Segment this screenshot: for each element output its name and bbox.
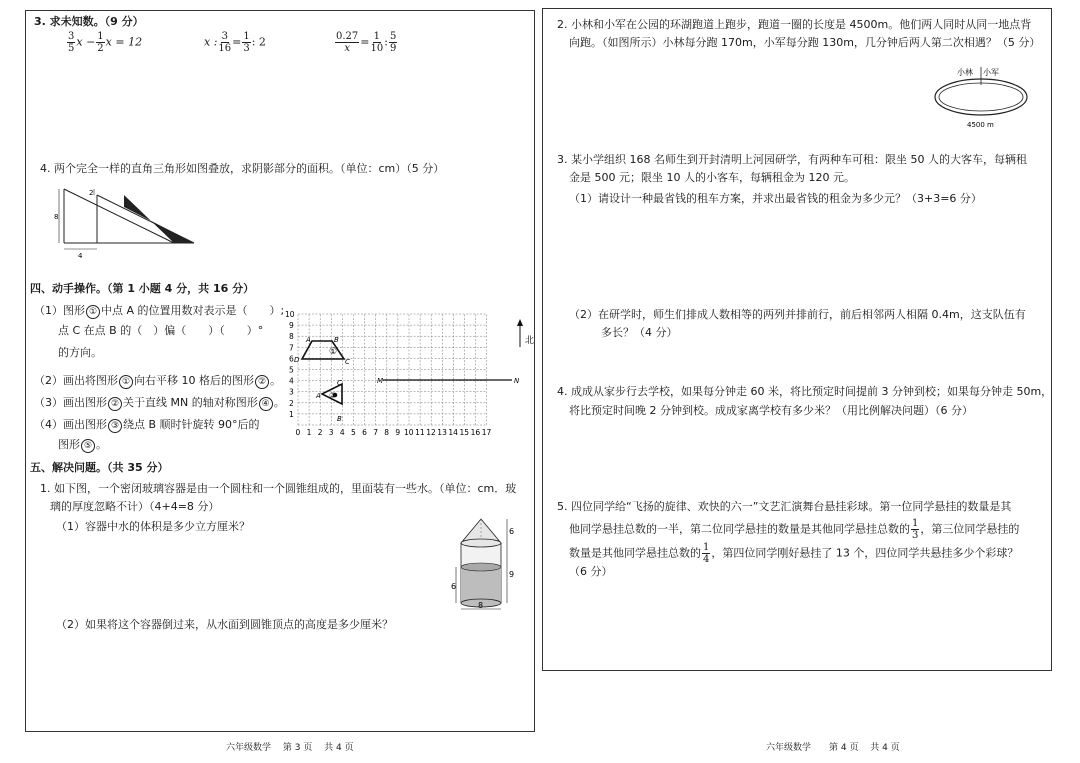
y-tick-label: 2 [289, 398, 294, 408]
y-tick-label: 1 [289, 409, 294, 419]
x-tick-label: 14 [448, 428, 458, 437]
shape-3-label: ③ [329, 391, 337, 400]
r-q5-line4: （6 分） [569, 565, 613, 578]
r-q4-line1: 4. 成成从家步行去学校，如果每分钟走 60 米，将比预定时间提前 3 分钟到校；如果每分钟走 50m， [557, 385, 1053, 398]
r-q3-sub2-line2: 多长？（4 分） [601, 326, 678, 339]
problem-1-line2: 璃的厚度忽略不计）（4+4=8 分） [50, 500, 220, 513]
point-d: D [294, 356, 300, 364]
x-tick-label: 12 [426, 428, 436, 437]
right-exam-page [542, 8, 1052, 671]
point-c2: C [337, 379, 342, 387]
op1-line2: 点 C 在点 B 的（ ）偏（ ）（ ）° [58, 324, 264, 337]
x-tick-label: 16 [470, 428, 481, 437]
x-tick-label: 8 [384, 428, 390, 437]
point-m: M [377, 377, 384, 385]
cone-height-label: 6 [509, 527, 515, 536]
problem-1-line1: 1. 如下图，一个密闭玻璃容器是由一个圆柱和一个圆锥组成的，里面装有一些水。（单位：cm．玻 [40, 482, 517, 495]
x-tick-label: 2 [317, 428, 323, 437]
right-footer: 六年级数学 第 4 页 共 4 页 [766, 743, 900, 753]
point-n: N [514, 377, 520, 385]
north-label: 北 [525, 336, 535, 346]
track-length: 4500 m [967, 121, 994, 129]
section-4-title: 四、动手操作。（第 1 小题 4 分，共 16 分） [30, 282, 255, 295]
x-tick-label: 3 [328, 428, 334, 437]
y-tick-label: 3 [289, 387, 294, 397]
overlapping-triangles-figure [54, 187, 199, 259]
op2-line: （2）画出将图形 ① 向右平移 10 格后的图形 ② 。 [34, 374, 281, 387]
r-q3-sub2-line1: （2）在研学时，师生们排成人数相等的两列并排前行，前后相邻两人相隔 0.4m，这支队伍有 [569, 308, 1026, 321]
x-tick-label: 7 [373, 428, 378, 437]
y-tick-label: 6 [289, 354, 294, 364]
r-q5-line1: 5. 四位同学给“飞扬的旋律、欢快的六一”文艺汇演舞台悬挂彩球。第一位同学悬挂的数量是其 [557, 500, 1012, 513]
point-b2: B [337, 415, 342, 423]
shape-1-label: ① [329, 347, 338, 357]
y-tick-label: 10 [285, 310, 295, 319]
op4-line1: （4）画出图形 ③ 绕点 B 顺时针旋转 90°后的 [34, 418, 260, 431]
coordinate-grid [284, 307, 536, 445]
q3-equation-3: $\frac{0.27}{x}$ = $\frac{1}{10}$ : $\frac{5}{9}$ [336, 31, 397, 54]
r-q3-line2: 金是 500 元；限坐 10 人的小客车，每辆租金为 120 元。 [569, 171, 855, 184]
y-tick-label: 9 [289, 321, 294, 331]
x-tick-label: 15 [459, 428, 470, 437]
label-8: 8 [54, 213, 59, 221]
point-a2: A [316, 392, 321, 400]
op1-line3: 的方向。 [58, 346, 102, 359]
x-tick-label: 1 [306, 428, 312, 437]
left-footer: 六年级数学 第 3 页 共 4 页 [226, 743, 354, 753]
cylinder-height-label: 9 [509, 570, 515, 579]
diameter-label: 8 [478, 601, 484, 610]
section-5-title: 五、解决问题。（共 35 分） [30, 461, 169, 474]
problem-1-q2: （2）如果将这个容器倒过来，从水面到圆锥顶点的高度是多少厘米？ [56, 618, 393, 631]
y-tick-label: 8 [289, 332, 294, 342]
r-q4-line2: 将比预定时间晚 2 分钟到校。成成家离学校有多少米？（用比例解决问题）（6 分） [569, 404, 973, 417]
running-track-figure [931, 61, 1035, 133]
container-figure [451, 515, 521, 611]
x-tick-label: 11 [415, 428, 425, 437]
y-tick-label: 5 [289, 365, 294, 375]
point-b: B [334, 336, 339, 344]
op3-line: （3）画出图形 ② 关于直线 MN 的轴对称图形 ④ 。 [34, 396, 285, 409]
x-tick-label: 4 [339, 428, 345, 437]
q3-equation-2: x : $\frac{3}{16}$ = $\frac{1}{3}$ : 2 [204, 31, 266, 54]
r-q3-line1: 3. 某小学组织 168 名师生到开封清明上河园研学，有两种车可租：限坐 50 人的大客车，每辆租 [557, 153, 1027, 166]
problem-1-q1: （1）容器中水的体积是多少立方厘米？ [56, 520, 250, 533]
y-tick-label: 7 [289, 343, 294, 353]
q3-title: 3. 求未知数。（9 分） [34, 15, 144, 28]
water-height-label: 6 [451, 582, 457, 591]
point-a: A [306, 336, 311, 344]
x-tick-label: 10 [404, 428, 414, 437]
x-tick-label: 0 [295, 428, 301, 437]
x-tick-label: 13 [437, 428, 447, 437]
r-q2-line1: 2. 小林和小军在公园的环湖跑道上跑步，跑道一圈的长度是 4500m。他们两人同时从同一地点背 [557, 18, 1032, 31]
left-exam-page [25, 10, 535, 732]
r-q2-line2: 向跑。（如图所示）小林每分跑 170m，小军每分跑 130m，几分钟后两人第二次相遇？（5 分） [569, 36, 1041, 49]
r-q3-sub1: （1）请设计一种最省钱的租车方案，并求出最省钱的租金为多少元？（3+3=6 分） [569, 192, 982, 205]
x-tick-label: 9 [395, 428, 401, 437]
track-runner-1: 小林 [957, 68, 973, 77]
x-tick-label: 6 [362, 428, 367, 437]
q3-equation-1: $\frac{3}{5}$ x − $\frac{1}{2}$ x = 12 [68, 31, 143, 54]
op1-line1: （1）图形 ① 中点 A 的位置用数对表示是（ ）; [34, 304, 285, 317]
label-2: 2 [89, 189, 94, 197]
x-tick-label: 5 [351, 428, 356, 437]
r-q5-line2: 他同学悬挂总数的一半，第二位同学悬挂的数量是其他同学悬挂总数的 $\frac{1}{3}$ ，第三位同学悬挂的 [569, 518, 1020, 541]
r-q5-line3: 数量是其他同学悬挂总数的 $\frac{1}{4}$ ，第四位同学刚好悬挂了 13 个，四位同学共悬挂多少个彩球？ [569, 542, 1019, 565]
q4-title: 4. 两个完全一样的直角三角形如图叠放，求阴影部分的面积。（单位：cm）（5 分） [40, 162, 445, 175]
x-tick-label: 17 [481, 428, 492, 437]
op4-line2: 图形 ⑤ 。 [58, 438, 107, 451]
track-runner-2: 小军 [983, 68, 999, 77]
label-4: 4 [78, 252, 83, 259]
y-tick-label: 4 [289, 376, 294, 386]
point-c: C [345, 358, 350, 366]
